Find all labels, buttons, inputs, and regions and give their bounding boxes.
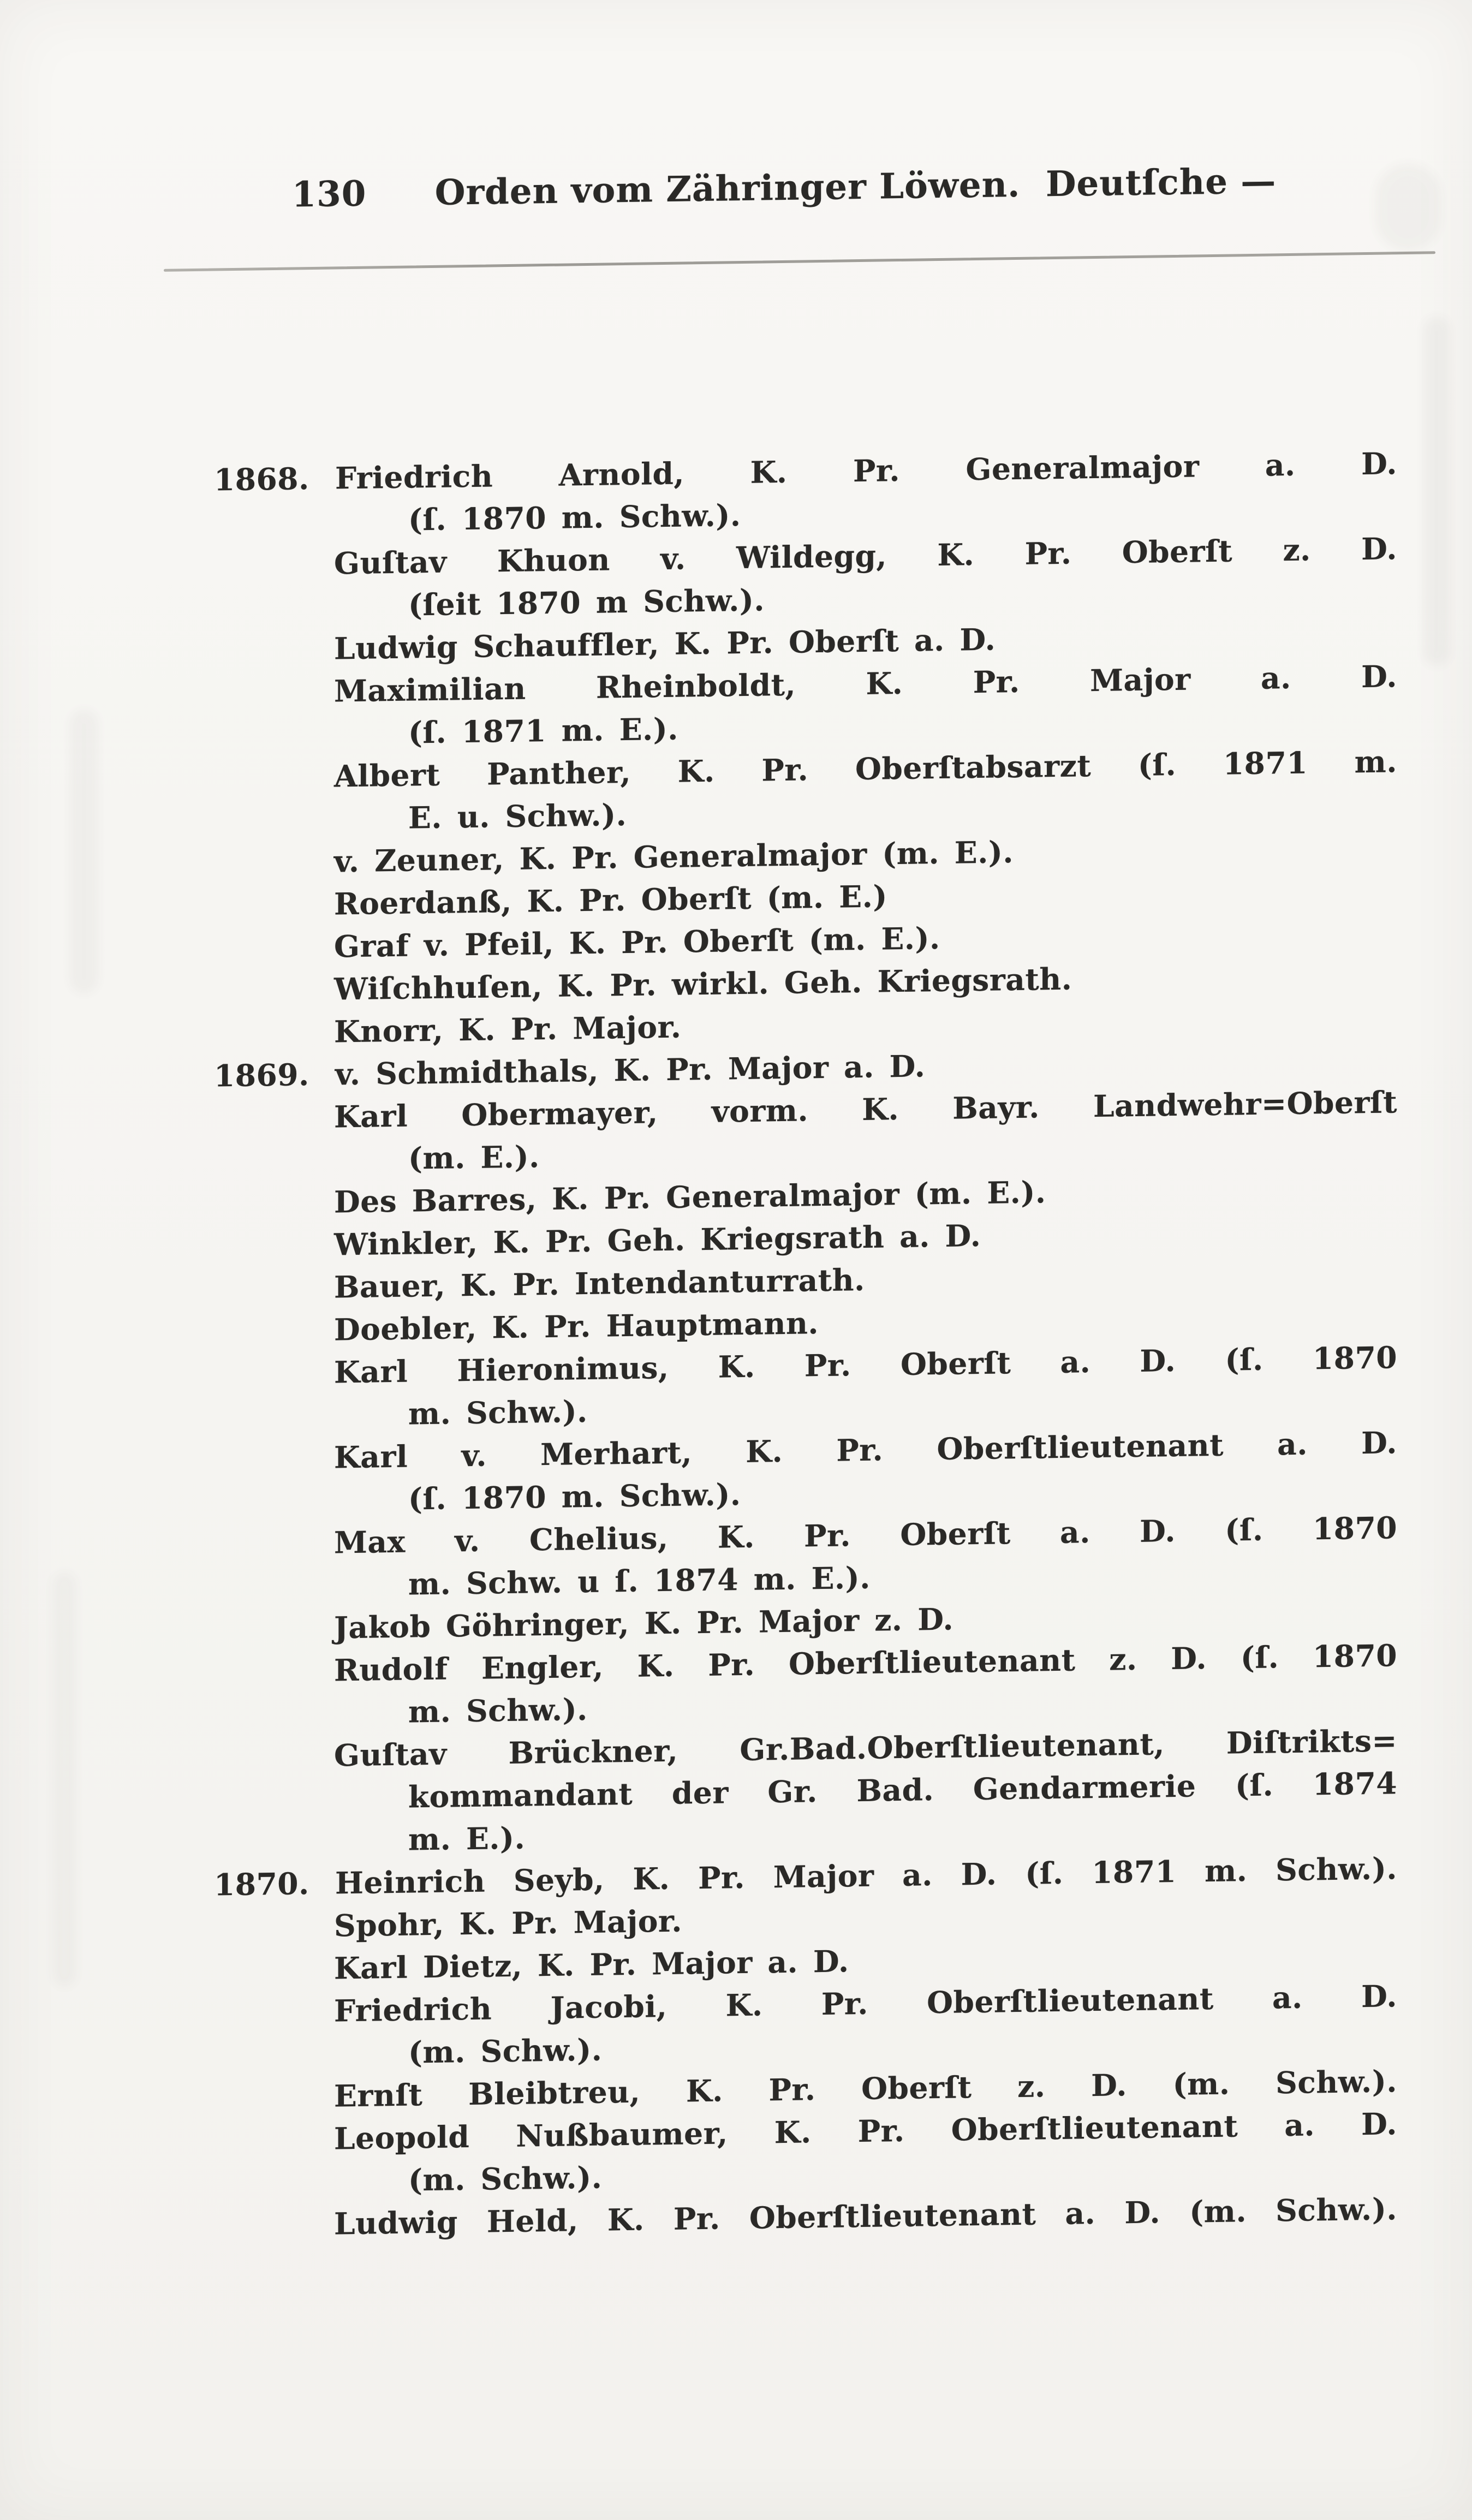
line-text: (ſ. 1870 m. Schw.). xyxy=(408,497,741,538)
line-text: m. Schw.). xyxy=(408,1393,588,1432)
line-text: Wiſchhuſen, K. Pr. wirkl. Geh. Kriegsrath. xyxy=(334,961,1072,1007)
line-text: Guſtav Brückner, Gr.Bad.Oberſtlieutenant, Diſtrikts= xyxy=(334,1723,1397,1773)
line-text: v. Zeuner, K. Pr. Generalmajor (m. E.). xyxy=(334,834,1014,879)
line-text: Albert Panther, K. Pr. Oberſtabsarzt (ſ. 1871 m. xyxy=(334,743,1397,794)
line-text: Spohr, K. Pr. Major. xyxy=(334,1903,682,1944)
line-text: Karl v. Merhart, K. Pr. Oberſtlieutenant a. D. xyxy=(334,1425,1397,1475)
line-text: Friedrich Arnold, K. Pr. Generalmajor a. D. xyxy=(335,445,1397,496)
line-text: (m. Schw.). xyxy=(408,2159,603,2198)
line-text: Doebler, K. Pr. Hauptmann. xyxy=(334,1305,819,1348)
line-text: (ſ. 1870 m. Schw.). xyxy=(408,1476,741,1517)
line-text: Maximilian Rheinboldt, K. Pr. Major a. D. xyxy=(334,658,1397,709)
line-text: (m. Schw.). xyxy=(408,2032,603,2070)
line-text: Karl Obermayer, vorm. K. Bayr. Landwehr=Oberſt xyxy=(334,1084,1397,1135)
entry-list xyxy=(0,441,1472,2250)
line-text: m. E.). xyxy=(408,1820,526,1857)
year-label: 1868. xyxy=(214,461,309,498)
header-title: Orden vom Zähringer Löwen. Deutſche — xyxy=(434,160,1277,213)
line-text: Guſtav Khuon v. Wildegg, K. Pr. Oberſt z. D. xyxy=(334,531,1397,581)
line-text: v. Schmidthals, K. Pr. Major a. D. xyxy=(335,1048,926,1092)
line-text: Jakob Göhringer, K. Pr. Major z. D. xyxy=(334,1601,954,1646)
line-text: Ludwig Schauffler, K. Pr. Oberſt a. D. xyxy=(334,621,996,666)
line-text: Graf v. Pfeil, K. Pr. Oberſt (m. E.). xyxy=(334,920,940,964)
line-text: (m. E.). xyxy=(408,1139,540,1176)
line-text: Winkler, K. Pr. Geh. Kriegsrath a. D. xyxy=(334,1217,981,1262)
page-number: 130 xyxy=(291,173,367,216)
year-label: 1869. xyxy=(214,1057,309,1094)
line-text: Rudolf Engler, K. Pr. Oberſtlieutenant z. D. (ſ. 1870 xyxy=(334,1637,1397,1688)
line-text: Karl Dietz, K. Pr. Major a. D. xyxy=(334,1943,849,1986)
line-text: Roerdanß, K. Pr. Oberſt (m. E.) xyxy=(334,878,887,922)
line-text: Ernſt Bleibtreu, K. Pr. Oberſt z. D. (m. Schw.). xyxy=(334,2063,1397,2114)
line-text: E. u. Schw.). xyxy=(408,796,627,836)
line-text: kommandant der Gr. Bad. Gendarmerie (ſ. 1874 xyxy=(408,1765,1397,1815)
line-text: Karl Hieronimus, K. Pr. Oberſt a. D. (ſ. 1870 xyxy=(334,1339,1397,1390)
line-text: Knorr, K. Pr. Major. xyxy=(334,1009,682,1050)
line-text: Bauer, K. Pr. Intendanturrath. xyxy=(334,1261,865,1305)
line-text: Leopold Nußbaumer, K. Pr. Oberſtlieutenant a. D. xyxy=(334,2106,1397,2156)
year-label: 1870. xyxy=(214,1866,309,1903)
line-text: Friedrich Jacobi, K. Pr. Oberſtlieutenant a. D. xyxy=(334,1978,1397,2029)
line-text: m. Schw. u ſ. 1874 m. E.). xyxy=(408,1559,871,1602)
page-header xyxy=(216,118,1397,257)
line-text: Max v. Chelius, K. Pr. Oberſt a. D. (ſ. 1870 xyxy=(334,1510,1397,1560)
line-text: (ſ. 1871 m. E.). xyxy=(408,711,678,750)
line-text: Ludwig Held, K. Pr. Oberſtlieutenant a. D. (m. Schw.). xyxy=(334,2191,1397,2242)
line-text: Heinrich Seyb, K. Pr. Major a. D. (ſ. 1871 m. Schw.). xyxy=(335,1850,1397,1901)
line-text: m. Schw.). xyxy=(408,1691,588,1730)
line-text: Des Barres, K. Pr. Generalmajor (m. E.). xyxy=(334,1174,1046,1220)
line-text: (ſeit 1870 m Schw.). xyxy=(408,582,765,623)
